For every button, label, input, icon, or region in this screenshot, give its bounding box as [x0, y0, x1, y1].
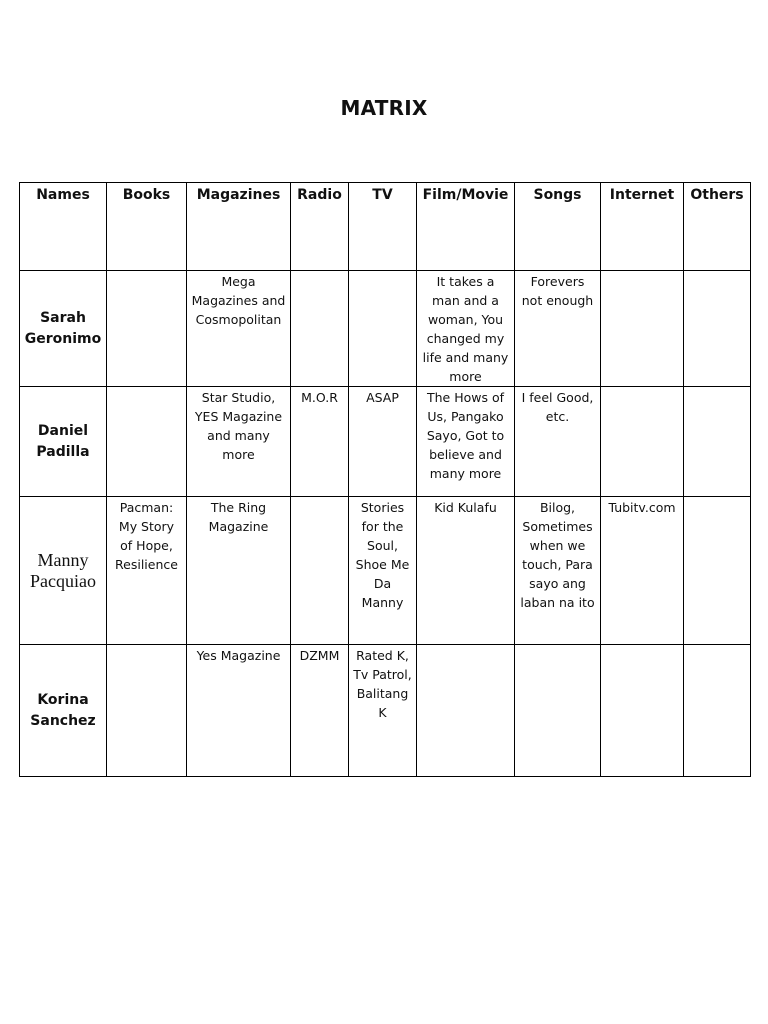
table-row [20, 387, 751, 497]
songs-cell: Forevers not enough [515, 271, 601, 387]
film-movie-cell: Kid Kulafu [417, 497, 515, 645]
table-row [20, 271, 751, 387]
column-header-others: Others [684, 183, 751, 271]
internet-cell [601, 271, 684, 387]
tv-cell: Rated K, Tv Patrol, Balitang K [349, 645, 417, 777]
internet-cell: Tubitv.com [601, 497, 684, 645]
column-header-songs: Songs [515, 183, 601, 271]
column-header-radio: Radio [291, 183, 349, 271]
radio-cell [291, 497, 349, 645]
film-movie-cell: The Hows of Us, Pangako Sayo, Got to believe and many more [417, 387, 515, 497]
matrix-table [19, 182, 751, 777]
column-header-magazines: Magazines [187, 183, 291, 271]
songs-cell [515, 645, 601, 777]
magazines-cell: Yes Magazine [187, 645, 291, 777]
page-title: MATRIX [340, 96, 428, 120]
others-cell [684, 497, 751, 645]
radio-cell [291, 271, 349, 387]
column-header-internet: Internet [601, 183, 684, 271]
songs-cell: Bilog, Sometimes when we touch, Para sayo ang laban na ito [515, 497, 601, 645]
table-row [20, 497, 751, 645]
books-cell: Pacman: My Story of Hope, Resilience [107, 497, 187, 645]
film-movie-cell [417, 645, 515, 777]
internet-cell [601, 645, 684, 777]
column-header-books: Books [107, 183, 187, 271]
tv-cell [349, 271, 417, 387]
others-cell [684, 387, 751, 497]
books-cell [107, 387, 187, 497]
name-cell: Korina Sanchez [20, 645, 107, 777]
column-header-names: Names [20, 183, 107, 271]
others-cell [684, 271, 751, 387]
column-header-film-movie: Film/Movie [417, 183, 515, 271]
internet-cell [601, 387, 684, 497]
tv-cell: ASAP [349, 387, 417, 497]
magazines-cell: The Ring Magazine [187, 497, 291, 645]
magazines-cell: Mega Magazines and Cosmopolitan [187, 271, 291, 387]
film-movie-cell: It takes a man and a woman, You changed my life and many more [417, 271, 515, 387]
column-header-tv: TV [349, 183, 417, 271]
others-cell [684, 645, 751, 777]
name-cell: Daniel Padilla [20, 387, 107, 497]
radio-cell: DZMM [291, 645, 349, 777]
name-cell: Manny Pacquiao [20, 497, 107, 645]
books-cell [107, 645, 187, 777]
books-cell [107, 271, 187, 387]
magazines-cell: Star Studio, YES Magazine and many more [187, 387, 291, 497]
radio-cell: M.O.R [291, 387, 349, 497]
table-row [20, 645, 751, 777]
header-row [20, 183, 751, 271]
tv-cell: Stories for the Soul, Shoe Me Da Manny [349, 497, 417, 645]
songs-cell: I feel Good, etc. [515, 387, 601, 497]
name-cell: Sarah Geronimo [20, 271, 107, 387]
